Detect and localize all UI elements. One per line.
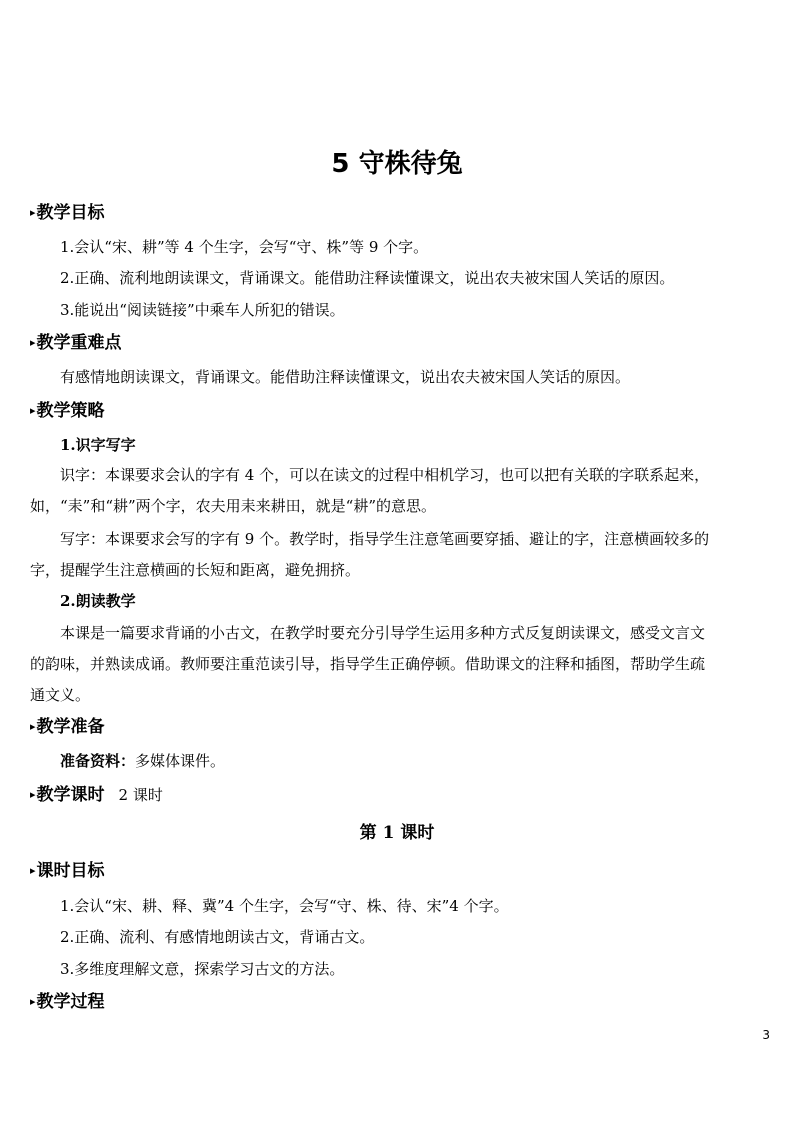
strategy-sub-heading-2: 2.朗读教学 — [60, 592, 136, 610]
triangle-bullet-icon: ▸ — [30, 864, 36, 877]
lesson-goal-item-1: 1.会认“宋、耕、释、冀”4 个生字，会写“守、株、待、宋”4 个字。 — [60, 897, 509, 915]
strategy-sub-heading-1: 1.识字写字 — [60, 436, 136, 454]
section-heading-process: ▸教学过程 — [30, 992, 105, 1012]
triangle-bullet-icon: ▸ — [30, 336, 36, 349]
page-title: 5 守株待兔 — [331, 149, 463, 179]
strategy-paragraph-3-line-3: 通文义。 — [30, 686, 91, 704]
section-heading-goals: ▸教学目标 — [30, 203, 105, 223]
strategy-paragraph-3-line-1: 本课是一篇要求背诵的小古文，在教学时要充分引导学生运用多种方式反复朗读课文，感受文言文 — [60, 624, 706, 642]
section-heading-preparation: ▸教学准备 — [30, 717, 105, 737]
goal-item-1: 1.会认“宋、耕”等 4 个生字，会写“守、株”等 9 个字。 — [60, 238, 429, 256]
triangle-bullet-icon: ▸ — [30, 206, 36, 219]
section-heading-periods: ▸教学课时 2 课时 — [30, 785, 163, 805]
section-heading-key-points: ▸教学重难点 — [30, 333, 122, 353]
goal-item-2: 2.正确、流利地朗读课文，背诵课文。能借助注释读懂课文，说出农夫被宋国人笑话的原因。 — [60, 269, 675, 287]
strategy-paragraph-3-line-2: 的韵味，并熟读成诵。教师要注重范读引导，指导学生正确停顿。借助课文的注释和插图，帮助学生疏 — [30, 655, 706, 673]
section-heading-strategy: ▸教学策略 — [30, 401, 105, 421]
triangle-bullet-icon: ▸ — [30, 404, 36, 417]
preparation-text: 多媒体课件。 — [135, 752, 226, 770]
strategy-paragraph-2-line-2: 字，提醒学生注意横画的长短和距离，避免拥挤。 — [30, 561, 361, 579]
lesson-goal-item-2: 2.正确、流利、有感情地朗读古文，背诵古文。 — [60, 928, 375, 946]
goal-item-3: 3.能说出“阅读链接”中乘车人所犯的错误。 — [60, 301, 345, 319]
triangle-bullet-icon: ▸ — [30, 995, 36, 1008]
preparation-line — [60, 750, 770, 772]
strategy-paragraph-1-line-1: 识字：本课要求会认的字有 4 个，可以在读文的过程中相机学习，也可以把有关联的字联系起来， — [60, 466, 710, 484]
lesson-1-heading: 第 1 课时 — [359, 823, 435, 843]
triangle-bullet-icon: ▸ — [30, 720, 36, 733]
section-heading-lesson-goals: ▸课时目标 — [30, 861, 105, 881]
page-number: 3 — [762, 1028, 770, 1042]
strategy-paragraph-1-line-2: 如，“耒”和“耕”两个字，农夫用耒来耕田，就是“耕”的意思。 — [30, 497, 437, 515]
lesson-goal-item-3: 3.多维度理解文意，探索学习古文的方法。 — [60, 960, 345, 978]
strategy-paragraph-2-line-1: 写字：本课要求会写的字有 9 个。教学时，指导学生注意笔画要穿插、避让的字，注意横画较多的 — [60, 530, 710, 548]
key-points-text: 有感情地朗读课文，背诵课文。能借助注释读懂课文，说出农夫被宋国人笑话的原因。 — [60, 368, 631, 386]
triangle-bullet-icon: ▸ — [30, 788, 36, 801]
preparation-label: 准备资料： — [60, 752, 136, 770]
periods-value: 2 课时 — [118, 786, 163, 804]
